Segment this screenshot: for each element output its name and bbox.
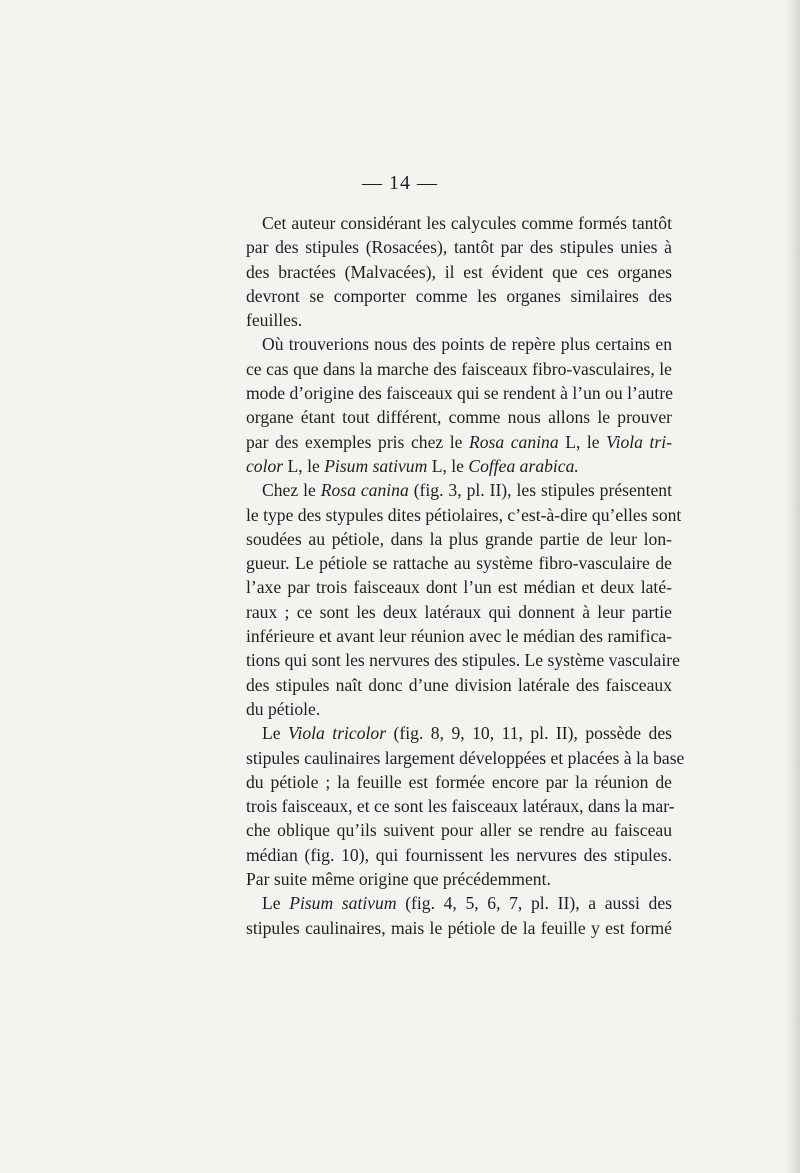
text-line bbox=[246, 527, 672, 551]
text-run: tions qui sont les nervures des stipules. Le système vasculaire bbox=[246, 650, 680, 671]
text-line bbox=[246, 624, 672, 648]
text-line bbox=[246, 284, 672, 308]
text-run: par des stipules (Rosacées), tantôt par des stipules unies à bbox=[246, 237, 672, 258]
text-run: trois faisceaux, et ce sont les faisceaux latéraux, dans la mar- bbox=[246, 796, 675, 817]
text-line bbox=[246, 867, 672, 891]
text-line bbox=[246, 405, 672, 429]
text-line bbox=[246, 600, 672, 624]
text-run: L, le bbox=[283, 455, 325, 476]
text-run: par des exemples pris chez le bbox=[246, 431, 469, 452]
text-line bbox=[246, 818, 672, 842]
italic-text: color bbox=[246, 455, 284, 476]
text-line bbox=[246, 794, 675, 818]
text-line bbox=[246, 697, 672, 721]
text-line bbox=[246, 381, 672, 405]
text-run: Où trouverions nous des points de repère plus certains en bbox=[262, 334, 672, 355]
text-run: ce cas que dans la marche des faisceaux fibro-vasculaires, le bbox=[246, 358, 672, 379]
text-run: feuilles. bbox=[246, 310, 303, 331]
text-run: Par suite même origine que précédemment. bbox=[246, 869, 551, 890]
text-line bbox=[246, 551, 672, 575]
text-run: stipules caulinaires, mais le pétiole de la feuille y est formé bbox=[246, 917, 672, 938]
text-line bbox=[246, 648, 680, 672]
text-run: Chez le bbox=[262, 480, 321, 501]
text-run: médian (fig. 10), qui fournissent les nervures des stipules. bbox=[246, 844, 672, 865]
italic-text: Coffea arabica. bbox=[468, 455, 579, 476]
text-run: Le bbox=[262, 723, 289, 744]
text-run: (fig. 4, 5, 6, 7, pl. II), a aussi des bbox=[396, 893, 672, 914]
text-line bbox=[246, 770, 672, 794]
text-run: soudées au pétiole, dans la plus grande partie de leur lon- bbox=[246, 528, 672, 549]
text-line bbox=[246, 478, 672, 502]
text-run: Cet auteur considérant les calycules comme formés tantôt bbox=[262, 213, 672, 233]
text-line bbox=[246, 746, 685, 770]
text-line bbox=[246, 308, 672, 332]
text-run: des bractées (Malvacées), il est évident que ces organes bbox=[246, 261, 672, 282]
text-line bbox=[246, 891, 672, 915]
text-line bbox=[246, 503, 682, 527]
text-run: du pétiole. bbox=[246, 698, 321, 719]
text-line bbox=[246, 721, 672, 745]
text-run: des stipules naît donc d’une division latérale des faisceaux bbox=[246, 674, 672, 695]
italic-text: Viola tricolor bbox=[288, 723, 387, 744]
text-line bbox=[246, 916, 672, 940]
text-run: che oblique qu’ils suivent pour aller se rendre au faisceau bbox=[246, 820, 672, 841]
text-run: Le bbox=[262, 893, 290, 914]
italic-text: Rosa canina bbox=[469, 431, 559, 452]
text-line bbox=[246, 575, 672, 599]
italic-text: Pisum sativum bbox=[324, 455, 428, 476]
text-run: devront se comporter comme les organes similaires des bbox=[246, 285, 672, 306]
italic-text: Pisum sativum bbox=[289, 893, 397, 914]
text-run: (fig. 8, 9, 10, 11, pl. II), possède des bbox=[386, 723, 672, 744]
text-line bbox=[246, 673, 672, 697]
text-run: l’axe par trois faisceaux dont l’un est médian et deux laté- bbox=[246, 577, 672, 598]
text-line bbox=[246, 260, 672, 284]
text-run: gueur. Le pétiole se rattache au système fibro-vasculaire de bbox=[246, 553, 672, 574]
text-line bbox=[246, 332, 672, 356]
text-run: L, le bbox=[558, 431, 607, 452]
text-line bbox=[246, 454, 672, 478]
text-run: le type des stypules dites pétiolaires, c’est-à-dire qu’elles sont bbox=[246, 504, 682, 525]
text-run: stipules caulinaires largement développées et placées à la base bbox=[246, 747, 685, 768]
text-run: L, le bbox=[427, 455, 469, 476]
text-line bbox=[246, 235, 672, 259]
text-run: raux ; ce sont les deux latéraux qui donnent à leur partie bbox=[246, 601, 672, 622]
text-line bbox=[246, 430, 672, 454]
text-line bbox=[246, 843, 672, 867]
text-run: mode d’origine des faisceaux qui se rendent à l’un ou l’autre bbox=[246, 383, 673, 404]
italic-text: Rosa canina bbox=[320, 480, 409, 501]
text-line bbox=[246, 357, 672, 381]
body-text bbox=[246, 211, 685, 940]
text-run: organe étant tout différent, comme nous allons le prouver bbox=[246, 407, 672, 428]
page-number: — 14 — bbox=[362, 172, 438, 194]
text-run: (fig. 3, pl. II), les stipules présentent bbox=[408, 480, 672, 501]
text-run: du pétiole ; la feuille est formée encore par la réunion de bbox=[246, 771, 672, 792]
text-line bbox=[246, 211, 672, 235]
text-run: inférieure et avant leur réunion avec le médian des ramifica- bbox=[246, 626, 672, 647]
italic-text: Viola tri- bbox=[606, 431, 673, 452]
